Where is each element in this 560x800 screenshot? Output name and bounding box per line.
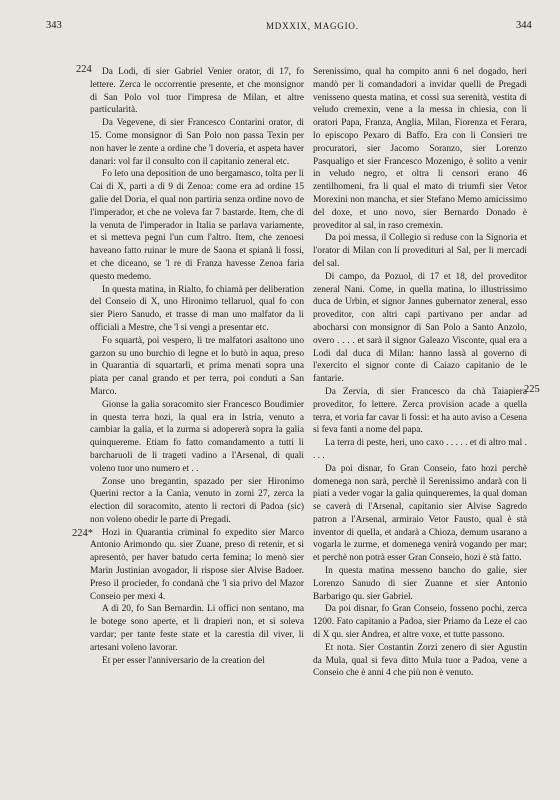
running-header	[0, 20, 560, 36]
page-number-left: 343	[46, 20, 62, 31]
paragraph: Hozi in Quarantia criminal fo expedito sier Marco Antonio Arimondo qu. sier Zuane, preso di retenir, et si apresentò, per haver batudo certa femina; lo menò sier Marin Justinian avogador, li rispose sier Alvise Badoer. Preso il procieder, fo condanà che 'l sia privo del Mazor Conseio per mexi 4.	[90, 527, 304, 602]
paragraph: Da poi disnar, fo Gran Conseio, fosseno pochi, zerca 1200. Fato capitanio a Padoa, sier Priamo da Leze el cao di X qu. sier Andrea, et altre voxe, et tutte passono.	[313, 604, 527, 641]
running-head-title: MDXXIX, MAGGIO.	[266, 21, 359, 31]
paragraph: In questa matina messeno bancho do galie, sier Lorenzo Sanudo di sier Zuanne et sier Antonio Barbarigo qu. sier Gabriel.	[313, 566, 527, 602]
paragraph: Fo squartà, poi vespero, li tre malfatori asaltono uno garzon su uno burchio di legne et lo butò in aqua, preso in Quarantia di squartarli, et prima menati sopra una piata per canal grando et per terra, poi conduti a San Marco.	[90, 335, 304, 397]
margin-column-number-1: 224	[76, 64, 92, 75]
paragraph: La terra di peste, heri, uno caxo . . . . . et di altro mal . . . .	[313, 438, 527, 461]
paragraph: Zonse uno bregantin, spazado per sier Hironimo Querini rector a la Canìa, venuto in zorni 27, zerca la election dil soracomito, atento li rectori di Padoa (sic) non voleno obedir le parte di Pregadi.	[90, 476, 304, 525]
paragraph: A dì 20, fo San Bernardin. Li offici non sentano, ma le botege sono aperte, et li drapieri non, et si soleva vardar; per tante feste state et la carestia dil viver, li artesani voleno lavorar.	[90, 604, 304, 653]
paragraph: Da poi messa, il Collegio si reduse con la Signoria et l'orator di Milan con li provedituri al Sal, per li mercadi del sal.	[313, 233, 527, 269]
paragraph: Gionse la galia soracomito sier Francesco Boudimier in questa terra hozi, la qual era in Istria, venuto a cambiar la galia, et la zurma si adopererà sopra la galia quinquereme. Etiam fo fatto comandamento a tutti li barcharuoli de li trageti vadino a l'Arsenal, di quali voleno tuor uno numero et . .	[90, 399, 304, 474]
paragraph: Da poi disnar, fo Gran Conseio, fato hozi perchè domenega non sarà, perchè il Serenissimo andarà con li piati a veder vogar la galia quinqueremes, la qual doman se caverà di l'Arsenal, capitanio sier Alvise Sagredo patron a l'Arsenal, armiraio Vetor Fausto, qual è stà inventor di quella, et andarà a Chioza, demum usarano a vogarla le zurme, et domenega venirà vogando per mar; et perchè non potrà esser Gran Conseio, hozi è stà fatto.	[313, 463, 527, 564]
paragraph: In questa matina, in Rialto, fo chiamà per deliberation del Conseio di X, uno Hironimo tellaruol, qual fo con sier Piero Sanudo, et trasse di man uno malfator da li officiali a Mestre, che 'l si vengi a presentar etc.	[90, 284, 304, 333]
page-number-right: 344	[516, 20, 532, 31]
paragraph: Da Vegevene, di sier Francesco Contarini orator, di 15. Come monsignor di San Polo non passa Texin per non haver le zente a ordine che 'l doveria, et aspeta haver danari: vol far il consulto con il capitanio zeneral etc.	[90, 118, 304, 167]
paragraph: Fo leto una deposition de uno bergamasco, tolta per li Cai di X, parti a dì 9 di Zenoa: come era ad ordine 15 galie del Doria, el qual non partiria senza ordine novo de l'imperador, et che ne voleva far 7 bastarde. Item, che di la venuta de l'imperador in Italia se parlava variamente, et si metteva pegni l'un cum l'altro. Item, che zenoesi haveano fatto ruinar le mure de Saona et spianà li fossi, et che diceano, se 'l re di Franza havesse Zenoa faria questo medemo.	[90, 169, 304, 282]
paragraph: Et nota. Sier Costantin Zorzi zenero di sier Agustin da Mula, qual si feva ditto Mula tuor a Padoa, vene a Conseio che è anni 4 che più non è venuto.	[313, 642, 527, 679]
left-text-column	[90, 66, 304, 667]
margin-column-number-2: 224*	[72, 528, 93, 539]
paragraph: Da Zervia, di sier Francesco da chà Taiapiera proveditor, fo lettere. Zerca provision acade a quella terra, et voria far cavar li fossi: et ha auto aviso a Cesena si feva fanti a nome del papa.	[313, 386, 527, 436]
paragraph: Et per esser l'anniversario de la creation del	[102, 655, 265, 666]
paragraph: Da Lodi, di sier Gabriel Venier orator, di 17, fo lettere. Zerca le occorrentie presente, et che monsignor di San Polo vol tuor l'impresa de Milan, et altre particularità.	[90, 67, 304, 116]
paragraph: Serenissimo, qual ha compito anni 6 nel dogado, heri mandò per li comandadori a invidar quelli de Pregadi venisseno questa matina, et cossì sua serenità, vestita di veludo cremexin, vene a la messa in chiesia, con li oratori Papa, Franza, Anglia, Milan, Fiorenza et Ferara, lo episcopo Pexaro di Baffo. Era con li Consieri tre procuratori, sier Jacomo Soranzo, sier Lorenzo Pasqualigo et sier Francesco Mozenigo, è solito a venir in veludo negro, et oltra li censori erano 46 zentilhomeni, fra li qual el mato di triumfi sier Vetor Morexini non mancha, et sier Stefano Memo amicissimo del doxe, et uno novo, sier Bernardo Donado è proveditor al sal, in raso cremexin.	[313, 67, 527, 231]
margin-column-number-3: 225	[524, 384, 540, 395]
paragraph: Di campo, da Pozuol, di 17 et 18, del proveditor zeneral Nani. Come, in quella matina, lo illustrissimo duca de Urbin, et signor Jannes gubernator zeneral, esso proveditor, con altri capi partivano per andar ad abocharsi con monsignor di San Polo a Santo Anzolo, overo . . . . et sarà il signor Galeazo Visconte, qual era a Lodi dal duca di Milan: hanno lassà al governo di l'exercito el signor conte di Caiazo capitanio de le fantarie.	[313, 271, 527, 385]
right-text-column	[313, 66, 527, 680]
